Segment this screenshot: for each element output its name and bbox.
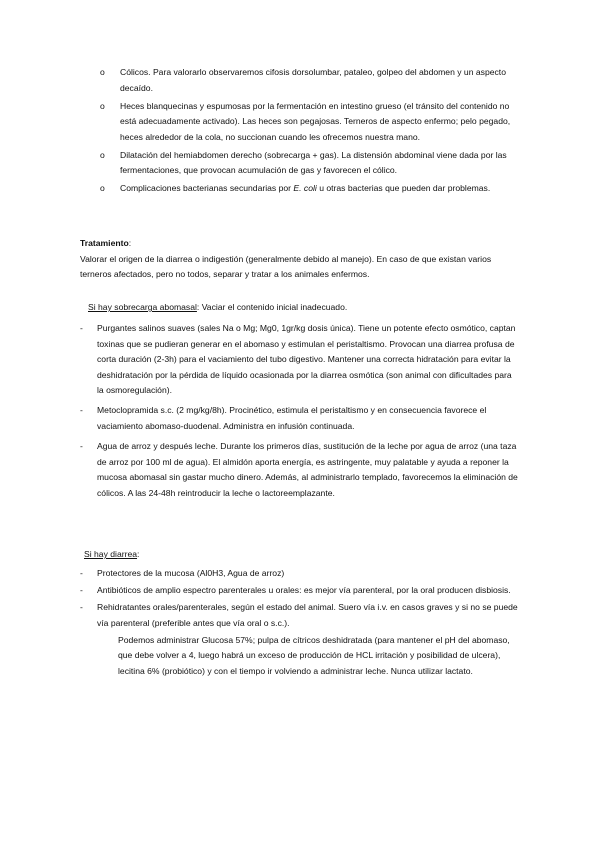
list-item	[0, 439, 600, 501]
final-paragraph: Podemos administrar Glucosa 57%; pulpa de cítricos deshidratada (para mantener el pH del abomaso, que debe volver a 4, luego habrá un exceso de producción de HCL irritación y posibilidad de ulcera), lecitina 6% (probiótico) y con el tiempo ir volviendo a administrar leche. Nunca utilizar lactato.	[118, 634, 510, 677]
list-item	[0, 566, 600, 582]
treatment-section	[80, 236, 520, 283]
dash-bullet: -	[80, 323, 83, 333]
circle-bullet-icon: o	[100, 100, 105, 111]
list-item-text: Cólicos. Para valorarlo observaremos cifosis dorsolumbar, pataleo, golpeo del abdomen y un aspecto decaído.	[120, 67, 506, 93]
list-item	[0, 600, 600, 631]
subsection-title: Si hay sobrecarga abomasal	[88, 302, 197, 312]
list-item-text: Dilatación del hemiabdomen derecho (sobrecarga + gas). La distensión abdominal viene dada por las fermentaciones, que provocan acumulación de gas y favorecen el cólico.	[120, 149, 507, 176]
list-item	[0, 403, 600, 434]
diarrea-heading: Si hay diarrea:	[84, 549, 140, 559]
list-item	[0, 181, 600, 197]
list-item	[0, 65, 600, 96]
abomasal-heading: Si hay sobrecarga abomasal: Vaciar el contenido inicial inadecuado.	[88, 302, 348, 312]
section-heading: Tratamiento:	[80, 238, 132, 248]
dash-bullet: -	[80, 441, 83, 452]
list-item-text: Antibióticos de amplio espectro parenterales u orales: es mejor vía parenteral, por la oral producen disbiosis.	[97, 585, 511, 596]
list-item-text: Purgantes salinos suaves (sales Na o Mg; Mg0, 1gr/kg dosis única). Tiene un potente efecto osmótico, captan toxinas que se pudieran generar en el abomaso y estimulan el peristaltismo. Provocan una diarrea profusa de corta duración (2-3h) para el vaciamiento del tubo digestivo. Mantener una correcta hidratación para evitar la deshidratación por la pérdida de líquido ocasionada por la diarrea osmótica (son animal con dificultades para la osmoregulación).	[97, 323, 516, 396]
bacteria-name: E. coli	[293, 183, 317, 194]
subsection-title: Si hay diarrea	[84, 549, 138, 559]
list-item	[0, 583, 600, 599]
treatment-intro: Valorar el origen de la diarrea o indigestión (generalmente debido al manejo). En caso de que existan varios terneros afectados, pero no todos, separar y tratar a los animales enfermos.	[80, 253, 492, 280]
diarrea-list	[0, 566, 600, 680]
dash-bullet: -	[80, 585, 83, 596]
list-item-text: Metoclopramida s.c. (2 mg/kg/8h). Procinético, estimula el peristaltismo y en consecuencia favorece el vaciamiento abomaso-duodenal. Administra en infusión continuada.	[97, 405, 487, 432]
list-item-text: Heces blanquecinas y espumosas por la fermentación en intestino grueso (el tránsito del contenido no está adecuadamente activado). Las heces son pegajosas. Terneros de aspecto enfermo; pelo pegado, heces alrededor de la cola, no succionan cuando les ofrecemos nuestra mano.	[120, 100, 511, 142]
symptom-list	[0, 65, 600, 199]
list-item	[0, 99, 600, 146]
dash-bullet: -	[80, 405, 83, 416]
list-item-text: Rehidratantes orales/parenterales, según el estado del animal. Suero vía i.v. en casos graves y si no se puede vía parenteral (preferible antes que vía oral o s.c.).	[97, 602, 518, 628]
list-item-text: Agua de arroz y después leche. Durante los primeros días, sustitución de la leche por agua de arroz (una taza de arroz por 100 ml de agua). El almidón aporta energía, es astringente, muy palatable y ayuda a reponer la mucosa abomasal sin gastar mucho dinero. Además, al administrarlo templado, favorecemos la eliminación de cólicos. A las 24-48h reintroducir la leche o lactoreemplazante.	[97, 441, 518, 498]
list-item-text: Protectores de la mucosa (Al0H3, Agua de arroz)	[97, 568, 285, 578]
list-item	[0, 148, 600, 179]
circle-bullet-icon: o	[100, 67, 105, 77]
abomasal-list	[0, 321, 600, 506]
circle-bullet-icon: o	[100, 149, 105, 160]
list-item-text: Complicaciones bacterianas secundarias por E. coli u otras bacterias que pueden dar problemas.	[120, 183, 491, 194]
dash-bullet: -	[80, 568, 83, 578]
circle-bullet-icon: o	[100, 183, 105, 194]
dash-bullet: -	[80, 602, 83, 613]
list-item	[0, 321, 600, 399]
